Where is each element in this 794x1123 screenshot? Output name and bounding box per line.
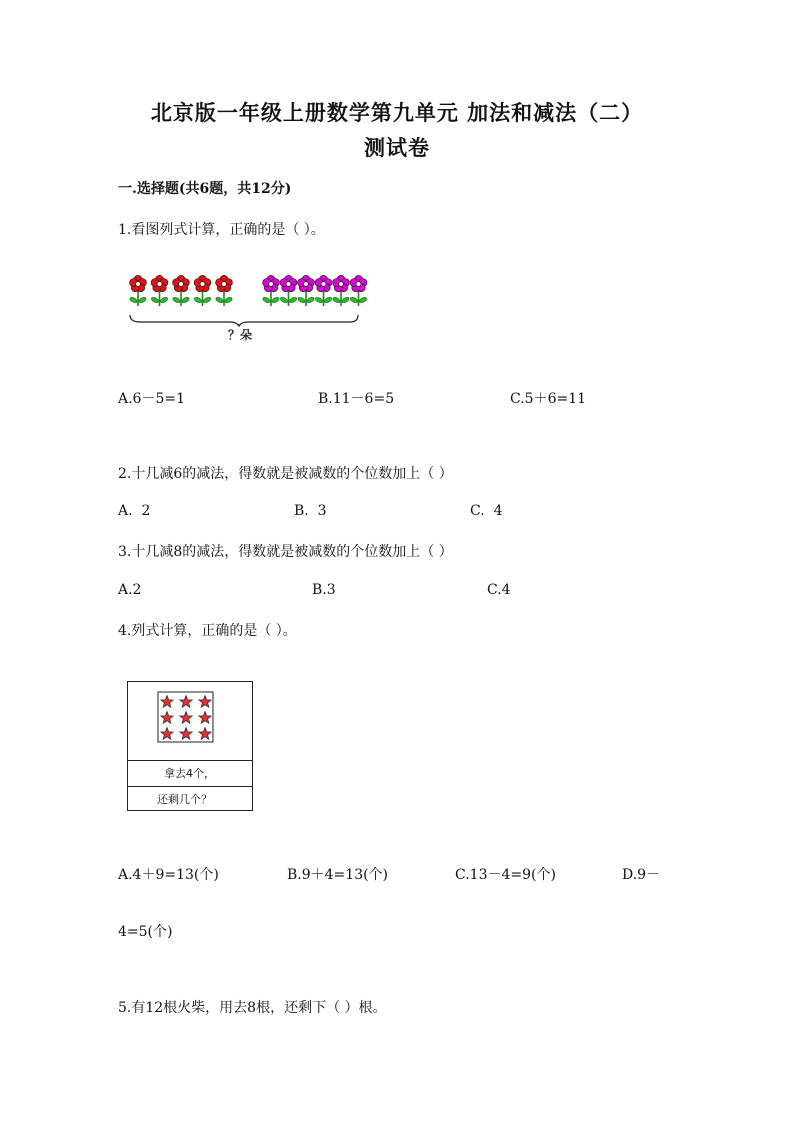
- question-1-stem: 1.看图列式计算，正确的是（ ）。: [118, 222, 325, 238]
- q4-option-d[interactable]: D.9－: [622, 867, 661, 883]
- star: [199, 712, 211, 724]
- q1-option-a[interactable]: A.6－5=1: [118, 391, 186, 407]
- red-flower: [172, 275, 190, 306]
- pink-flower: [262, 275, 280, 306]
- q4-option-d-continued: 4=5(个): [118, 924, 173, 940]
- document-title-line2: 测试卷: [364, 135, 430, 160]
- question-2-stem: 2.十几减6的减法，得数就是被减数的个位数加上（ ）: [118, 466, 453, 482]
- pink-flower: [279, 275, 297, 306]
- q3-option-c[interactable]: C.4: [487, 582, 511, 598]
- question-5-stem: 5.有12根火柴，用去8根，还剩下（ ）根。: [118, 1000, 387, 1016]
- star: [161, 728, 173, 740]
- star: [199, 728, 211, 740]
- pink-flower: [349, 275, 367, 306]
- section-heading: 一.选择题(共6题，共12分): [118, 181, 292, 197]
- document-title: 北京版一年级上册数学第九单元 加法和减法（二）: [150, 100, 644, 125]
- red-flower: [129, 275, 147, 306]
- pink-flower: [332, 275, 350, 306]
- q2-option-b[interactable]: B. 3: [294, 503, 327, 519]
- q2-option-a[interactable]: A. 2: [118, 503, 151, 519]
- q4-option-b[interactable]: B.9＋4=13(个): [287, 867, 389, 883]
- star-caption-2: 还剩几个？: [157, 793, 212, 806]
- q1-option-c[interactable]: C.5＋6=11: [510, 391, 587, 407]
- q4-option-c[interactable]: C.13－4=9(个): [455, 867, 556, 883]
- star: [180, 712, 192, 724]
- q3-option-a[interactable]: A.2: [118, 582, 142, 598]
- pink-flower: [314, 275, 332, 306]
- star: [161, 712, 173, 724]
- flower-figure: [120, 268, 380, 348]
- q3-option-b[interactable]: B.3: [312, 582, 336, 598]
- star-figure: [127, 681, 254, 813]
- pink-flower: [297, 275, 315, 306]
- star: [199, 696, 211, 708]
- q4-option-a[interactable]: A.4＋9=13(个): [118, 867, 219, 883]
- red-flower: [193, 275, 211, 306]
- brace: [130, 315, 358, 326]
- red-flower: [150, 275, 168, 306]
- q1-option-b[interactable]: B.11－6=5: [318, 391, 395, 407]
- question-3-stem: 3.十几减8的减法，得数就是被减数的个位数加上（ ）: [118, 544, 453, 560]
- star-caption-1: 拿去4个，: [164, 767, 215, 780]
- star: [180, 728, 192, 740]
- brace-label: ？朵: [228, 328, 253, 342]
- star: [180, 696, 192, 708]
- star: [161, 696, 173, 708]
- question-4-stem: 4.列式计算，正确的是（ ）。: [118, 623, 297, 639]
- q2-option-c[interactable]: C. 4: [470, 503, 503, 519]
- red-flower: [215, 275, 233, 306]
